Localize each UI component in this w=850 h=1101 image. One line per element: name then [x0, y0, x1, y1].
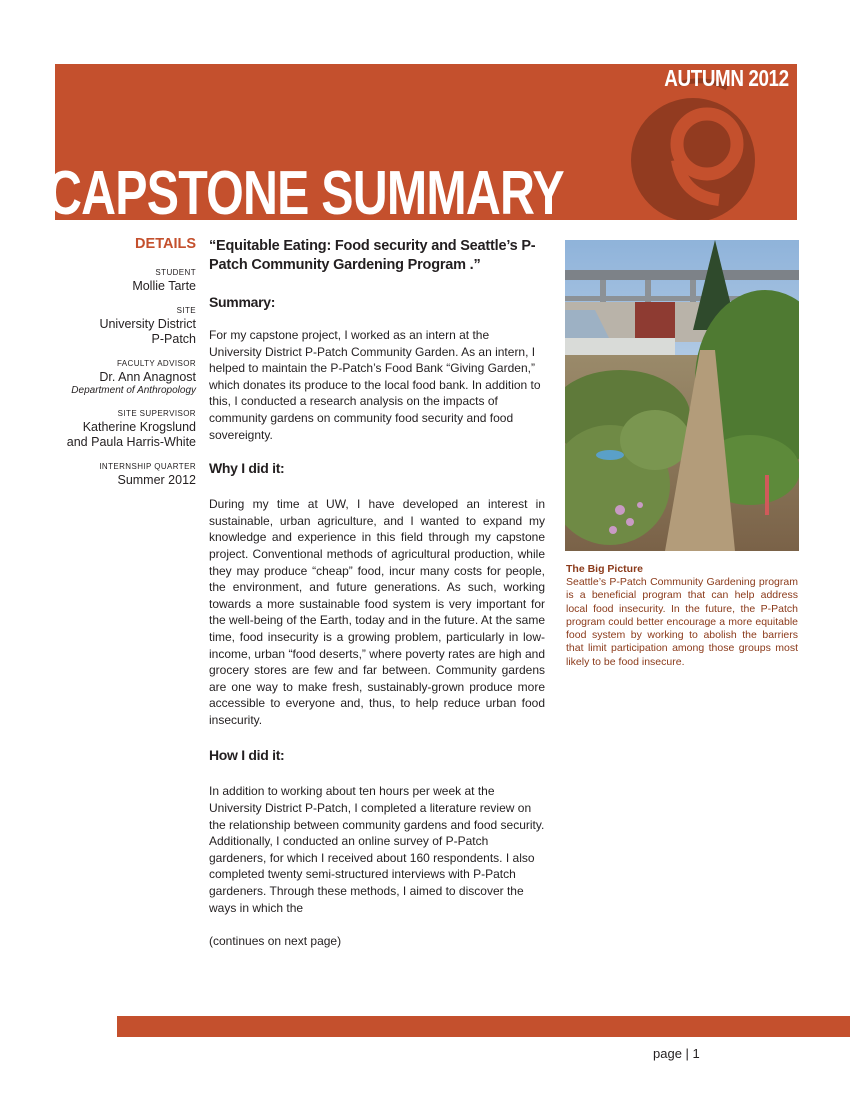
section-body-how: In addition to working about ten hours per week at the University District P-Patch, I completed a literature review on the relationship between community gardens and food security. Additionally, I conducted an online survey of P-Patch gardeners, for which I received about 160 respondents. I also completed twenty semi-structured interviews with P-Patch gardeners. Through these methods, I aimed to discover the ways in which the [209, 784, 545, 915]
detail-internship-quarter [55, 462, 196, 488]
detail-label: FACULTY ADVISOR [116, 359, 196, 368]
caption-title: The Big Picture [566, 563, 644, 575]
article-body [209, 237, 545, 950]
details-sidebar [55, 236, 196, 500]
garden-photo [565, 240, 799, 551]
footer-bar [117, 1016, 850, 1037]
detail-value-line: and Paula Harris-White [66, 435, 196, 449]
page-title: CAPSTONE SUMMARY [47, 159, 564, 228]
spiral-logo-icon [615, 78, 757, 220]
detail-site-supervisor [55, 409, 196, 450]
continuation-note: (continues on next page) [209, 934, 342, 949]
section-heading-why: Why I did it: [209, 460, 285, 477]
detail-value-line: Katherine Krogslund [82, 420, 196, 434]
photo-caption [566, 563, 798, 669]
detail-value-line: P-Patch [151, 332, 196, 346]
detail-site [55, 306, 196, 347]
details-heading: DETAILS [135, 236, 196, 252]
detail-value-line: University District [99, 317, 196, 331]
detail-student [55, 268, 196, 294]
detail-label: STUDENT [155, 268, 196, 277]
detail-faculty-advisor [55, 359, 196, 397]
garden-photo-image [565, 240, 799, 551]
detail-label: INTERNSHIP QUARTER [99, 462, 196, 471]
page-number: page | 1 [653, 1046, 700, 1061]
detail-department: Department of Anthropology [71, 385, 196, 396]
detail-value: Dr. Ann Anagnost [99, 370, 196, 384]
detail-value: Mollie Tarte [132, 279, 196, 293]
detail-label: SITE [176, 306, 196, 315]
detail-value: Summer 2012 [117, 473, 196, 487]
issue-season: AUTUMN 2012 [664, 65, 789, 91]
section-heading-summary: Summary: [209, 294, 276, 310]
section-body-summary: For my capstone project, I worked as an intern at the University District P-Patch Community Garden. As an intern, I helped to maintain the P-Patch’s Food Bank “Giving Garden,” which donates its produce to the local food bank. In addition to this, I conducted a research analysis on the impacts of community gardens on community food security and food sovereignty. [209, 328, 541, 442]
caption-text: Seattle’s P-Patch Community Gardening program is a beneficial program that can help address local food insecurity. In the future, the P-Patch program could better encourage a more equitable food system by working to abolish the barriers that limit participation among those groups most likely to be food insecure. [566, 576, 798, 668]
section-heading-how: How I did it: [209, 747, 285, 764]
detail-label: SITE SUPERVISOR [117, 409, 196, 418]
article-title: “Equitable Eating: Food security and Seattle’s P-Patch Community Gardening Program .” [209, 238, 536, 273]
section-body-why: During my time at UW, I have developed an interest in sustainable, urban agriculture, and I wanted to expand my knowledge and experience in this field through my capstone project. Conventional methods of agricultural production, while they may produce “cheap” food, incur many costs for people, the environment, and future generations. As such, working towards a more sustainable food system is very important for the well-being of the Earth, today and in the future. At the same time, food insecurity is a growing problem, particularly in low-income, urban “food deserts,” where poverty rates are high and grocery stores are few and far between. Community gardens are one way to make fresh, sustainably-grown produce more accessible to everyone and, thus, to help reduce urban food insecurity. [209, 497, 545, 727]
